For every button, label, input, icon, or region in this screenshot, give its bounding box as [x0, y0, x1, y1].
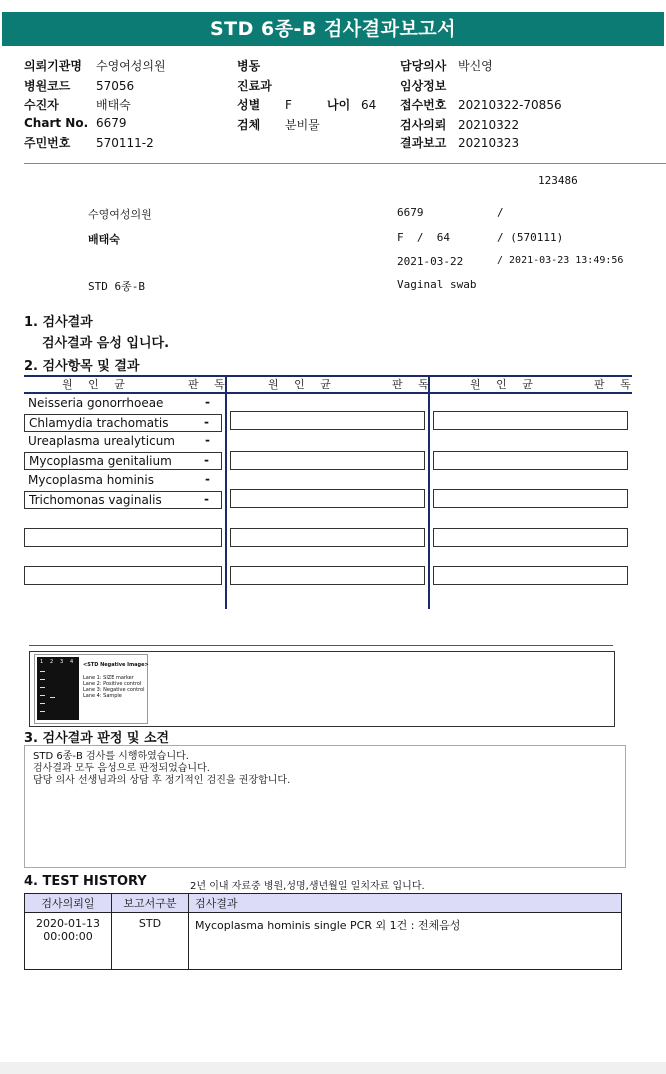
gel-image-thumbnail — [34, 654, 148, 724]
header-value: 570111-2 — [96, 136, 154, 150]
empty-result-cell — [230, 411, 425, 430]
header-value: 20210322-70856 — [458, 98, 562, 112]
result-grid-divider — [225, 376, 227, 609]
gel-band — [40, 687, 45, 688]
result-mark: - — [204, 453, 209, 467]
history-col-result: 검사결과 — [189, 894, 622, 913]
pathogen-name: Mycoplasma hominis — [28, 473, 154, 487]
summary-specimen: Vaginal swab — [397, 278, 477, 291]
header-label: 성별 — [237, 98, 261, 112]
gel-lane-label: 3 — [60, 659, 64, 665]
summary-date-reported: / 2021-03-23 13:49:56 — [497, 255, 624, 266]
summary-test-name: STD 6종-B — [88, 280, 145, 293]
gel-band — [40, 671, 45, 672]
result-mark: - — [205, 433, 210, 447]
result-row — [24, 414, 222, 432]
header-value: 박신영 — [458, 59, 493, 73]
header-label: 나이 — [327, 98, 351, 112]
history-date-cell — [25, 913, 112, 970]
header-sex — [237, 96, 292, 113]
empty-result-cell — [433, 451, 628, 470]
header-ward — [237, 57, 285, 74]
result-mark: - — [204, 415, 209, 429]
history-note: 2년 이내 자료중 병원,성명,생년월일 일치자료 입니다. — [190, 881, 425, 892]
table-row — [25, 913, 622, 970]
gel-legend-item: Lane 1: SIZE marker — [83, 675, 134, 681]
result-grid-header-border — [24, 392, 632, 394]
section3-heading: 3. 검사결과 판정 및 소견 — [24, 731, 170, 746]
pathogen-name: Trichomonas vaginalis — [29, 493, 162, 507]
opinion-line: 검사결과 모두 음성으로 판정되었습니다. — [33, 763, 210, 774]
header-label: 접수번호 — [400, 98, 447, 112]
header-value: 수영여성의원 — [96, 59, 166, 73]
header-report-date — [400, 134, 519, 151]
history-header-row — [25, 894, 622, 913]
summary-hospital: 수영여성의원 — [88, 208, 152, 221]
header-patient — [24, 96, 131, 113]
result-row — [24, 395, 222, 413]
result-mark: - — [204, 492, 209, 506]
gel-image-title: <STD Negative Image> — [83, 662, 149, 668]
summary-sex-age: F / 64 — [397, 231, 450, 244]
header-clinical-info — [400, 77, 458, 94]
header-resident-no — [24, 134, 154, 151]
history-date: 2020-01-13 — [36, 917, 100, 930]
header-label: 병원코드 — [24, 79, 71, 93]
header-doctor — [400, 57, 493, 74]
result-row — [24, 452, 222, 470]
empty-result-cell — [433, 566, 628, 585]
section4-heading: 4. TEST HISTORY — [24, 874, 147, 889]
history-result: Mycoplasma hominis single PCR 외 1건 : 전체음성 — [189, 913, 622, 970]
header-value: 64 — [361, 98, 377, 112]
header-hospital — [24, 57, 166, 74]
opinion-line: STD 6종-B 검사를 시행하였습니다. — [33, 751, 189, 762]
gel-legend-item: Lane 2: Positive control — [83, 681, 142, 687]
opinion-box — [24, 745, 626, 868]
gel-band — [40, 703, 45, 704]
empty-result-cell — [230, 451, 425, 470]
summary-slash: / — [497, 206, 504, 219]
header-label: 수진자 — [24, 98, 59, 112]
header-age — [327, 96, 376, 113]
pathogen-name: Ureaplasma urealyticum — [28, 434, 175, 448]
result-row — [24, 433, 222, 451]
header-value: 57056 — [96, 79, 135, 93]
pathogen-name: Chlamydia trachomatis — [29, 416, 169, 430]
summary-date-received: 2021-03-22 — [397, 255, 464, 268]
header-label: 의뢰기관명 — [24, 59, 82, 73]
history-table — [24, 893, 622, 970]
col-header-pathogen: 원 인 균 — [268, 378, 337, 391]
history-col-type: 보고서구분 — [112, 894, 189, 913]
empty-result-cell — [433, 528, 628, 547]
gel-lane-label: 1 — [40, 659, 44, 665]
header-department — [237, 77, 285, 94]
gel-band — [40, 695, 45, 696]
header-value: 20210322 — [458, 118, 520, 132]
col-header-judge: 판 독 — [392, 378, 435, 391]
empty-result-cell — [24, 528, 222, 547]
gel-band — [40, 679, 45, 680]
opinion-line: 담당 의사 선생님과의 상담 후 정기적인 검진을 권장합니다. — [33, 775, 291, 786]
result-mark: - — [205, 472, 210, 486]
empty-result-cell — [433, 411, 628, 430]
gel-lane-label: 4 — [70, 659, 74, 665]
header-label: 임상정보 — [400, 79, 447, 93]
header-label: 주민번호 — [24, 136, 71, 150]
header-chart-no — [24, 116, 127, 130]
result-row — [24, 491, 222, 509]
history-time: 00:00:00 — [43, 930, 93, 943]
header-label: 검사의뢰 — [400, 118, 447, 132]
header-receipt-no — [400, 96, 562, 113]
result-mark: - — [205, 395, 210, 409]
pathogen-name: Neisseria gonorrhoeae — [28, 396, 164, 410]
gel-band — [40, 711, 45, 712]
history-col-date: 검사의뢰일 — [25, 894, 112, 913]
empty-result-cell — [230, 566, 425, 585]
gel-image — [37, 657, 79, 720]
gel-lane-label: 2 — [50, 659, 54, 665]
header-value: 6679 — [96, 116, 127, 130]
header-request-date — [400, 116, 519, 133]
section2-heading: 2. 검사항목 및 결과 — [24, 359, 140, 374]
history-type: STD — [112, 913, 189, 970]
empty-result-cell — [230, 528, 425, 547]
col-header-judge: 판 독 — [594, 378, 637, 391]
header-value: F — [285, 98, 292, 112]
empty-result-cell — [433, 489, 628, 508]
header-label: Chart No. — [24, 116, 89, 130]
header-value: 20210323 — [458, 136, 520, 150]
gel-band — [50, 697, 55, 698]
summary-patient: 배태숙 — [88, 233, 120, 246]
col-header-pathogen: 원 인 균 — [470, 378, 539, 391]
header-label: 담당의사 — [400, 59, 447, 73]
gel-legend-item: Lane 4: Sample — [83, 693, 122, 699]
summary-chart: 6679 — [397, 206, 424, 219]
header-hospital-code — [24, 77, 134, 94]
header-label: 결과보고 — [400, 136, 447, 150]
header-label: 진료과 — [237, 79, 272, 93]
image-divider — [29, 645, 613, 646]
result-grid-divider — [428, 376, 430, 609]
report-title: STD 6종-B 검사결과보고서 — [2, 12, 664, 46]
col-header-judge: 판 독 — [188, 378, 231, 391]
header-divider — [24, 163, 666, 164]
summary-id-number: 123486 — [538, 174, 578, 187]
empty-result-cell — [230, 489, 425, 508]
summary-birth: / (570111) — [497, 231, 564, 244]
pathogen-name: Mycoplasma genitalium — [29, 454, 172, 468]
header-label: 병동 — [237, 59, 261, 73]
section1-result-text: 검사결과 음성 입니다. — [42, 336, 170, 351]
col-header-pathogen: 원 인 균 — [62, 378, 131, 391]
header-value: 배태숙 — [96, 98, 131, 112]
gel-legend-item: Lane 3: Negative control — [83, 687, 145, 693]
section1-heading: 1. 검사결과 — [24, 315, 93, 330]
empty-result-cell — [24, 566, 222, 585]
result-row — [24, 472, 222, 490]
header-value: 분비물 — [285, 118, 320, 132]
header-label: 검체 — [237, 118, 261, 132]
header-specimen — [237, 116, 320, 133]
